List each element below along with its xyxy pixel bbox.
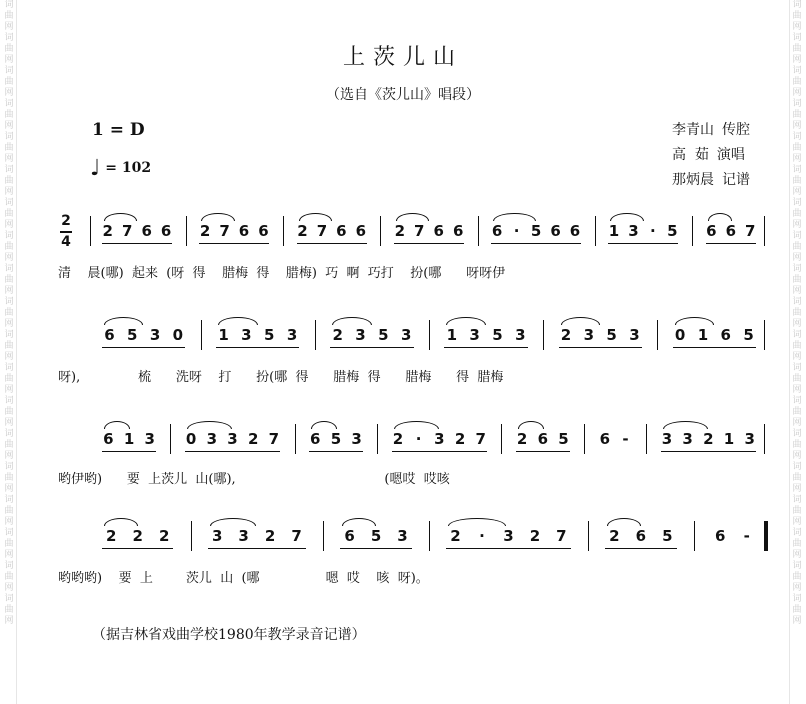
slur-mark xyxy=(446,317,485,325)
credit-role: 传腔 xyxy=(722,122,750,138)
beam-underline xyxy=(661,451,756,452)
slur-mark xyxy=(201,213,234,221)
note: 2 xyxy=(106,527,117,545)
note: 3 xyxy=(286,326,298,344)
bar-line xyxy=(764,216,765,246)
beam-underline xyxy=(706,243,756,244)
note: 6 xyxy=(310,430,321,448)
lyrics-line: 哟伊哟) 要 上茨儿 山(哪), (嗯哎 哎咳 xyxy=(58,472,450,487)
time-signature-bar xyxy=(60,231,72,233)
slur-mark xyxy=(187,421,232,429)
beam-underline xyxy=(185,451,280,452)
note: 6 xyxy=(599,430,611,448)
beam-underline xyxy=(446,548,570,549)
credit-name: 李青山 xyxy=(672,122,714,138)
slur-mark xyxy=(311,421,337,429)
note: 3 xyxy=(400,326,412,344)
watermark-right: 词曲网词曲网词曲网词曲网词曲网词曲网词曲网词曲网词曲网词曲网词曲网词曲网词曲网词曲网词曲网词曲网词曲网词曲网词曲网 xyxy=(789,0,804,704)
note: 6 xyxy=(706,222,717,240)
note: 2 xyxy=(264,527,276,545)
beam-underline xyxy=(330,347,413,348)
note: 1 xyxy=(608,222,620,240)
credit-line xyxy=(672,118,750,143)
beam-underline xyxy=(102,347,185,348)
key-signature: 1 = D xyxy=(92,120,145,140)
note: 2 xyxy=(529,527,541,545)
note: 3 xyxy=(434,430,445,448)
note: 3 xyxy=(682,430,693,448)
note: 7 xyxy=(121,222,133,240)
tempo-marking xyxy=(90,155,151,181)
note: 6 xyxy=(355,222,367,240)
note: 3 xyxy=(515,326,526,344)
note: 6 xyxy=(452,222,464,240)
note: 5 xyxy=(492,326,503,344)
bar-line xyxy=(764,320,765,350)
note: 6 xyxy=(433,222,444,240)
note: 6 xyxy=(720,326,731,344)
note: 6 xyxy=(491,222,503,240)
note: 2 xyxy=(297,222,308,240)
dotted-rhythm: · xyxy=(650,222,656,240)
bar-line xyxy=(90,216,91,246)
note: 6 xyxy=(141,222,152,240)
beam-underline xyxy=(216,347,299,348)
bar-line xyxy=(657,320,658,350)
slur-mark xyxy=(448,518,506,526)
note: 5 xyxy=(667,222,678,240)
note: 7 xyxy=(745,222,756,240)
source-note: （据吉林省戏曲学校1980年教学录音记谱） xyxy=(92,627,366,643)
beam-underline xyxy=(297,243,367,244)
note: 2 xyxy=(560,326,572,344)
beam-underline xyxy=(102,243,172,244)
credit-name: 那炳晨 xyxy=(672,172,714,188)
note: 1 xyxy=(446,326,458,344)
watermark-left: 词曲网词曲网词曲网词曲网词曲网词曲网词曲网词曲网词曲网词曲网词曲网词曲网词曲网词曲网词曲网词曲网词曲网词曲网词曲网 xyxy=(2,0,17,704)
dotted-rhythm: · xyxy=(513,222,520,240)
note: 2 xyxy=(332,326,343,344)
note: 6 xyxy=(569,222,581,240)
note: 7 xyxy=(291,527,302,545)
bar-line xyxy=(315,320,316,350)
bar-line xyxy=(186,216,187,246)
dotted-rhythm: · xyxy=(415,430,422,448)
slur-mark xyxy=(342,518,376,526)
note: 6 xyxy=(537,430,548,448)
bar-line xyxy=(595,216,596,246)
note: 7 xyxy=(556,527,567,545)
note: 6 xyxy=(104,326,115,344)
note: 2 xyxy=(454,430,466,448)
note: 1 xyxy=(723,430,735,448)
note: 1 xyxy=(697,326,709,344)
note: 3 xyxy=(227,430,238,448)
note: 5 xyxy=(378,326,389,344)
slur-mark xyxy=(607,518,641,526)
credits xyxy=(672,118,750,193)
note: 2 xyxy=(247,430,259,448)
note: 3 xyxy=(351,430,362,448)
note: 2 xyxy=(394,222,405,240)
note: 6 xyxy=(258,222,269,240)
slur-mark xyxy=(561,317,600,325)
bar-line xyxy=(201,320,202,350)
slur-mark xyxy=(332,317,371,325)
bar-line xyxy=(283,216,284,246)
note: 3 xyxy=(238,527,249,545)
note: 3 xyxy=(355,326,366,344)
bar-line xyxy=(692,216,693,246)
note: 3 xyxy=(628,222,639,240)
bar-line xyxy=(429,320,430,350)
slur-mark xyxy=(518,421,544,429)
slur-mark xyxy=(663,421,708,429)
final-bar-line xyxy=(764,521,768,551)
note: 3 xyxy=(661,430,673,448)
note: 2 xyxy=(703,430,714,448)
note: 5 xyxy=(530,222,542,240)
beam-underline xyxy=(394,243,464,244)
credit-line xyxy=(672,168,750,193)
bar-line xyxy=(584,424,585,454)
slur-mark xyxy=(708,213,733,221)
note: 3 xyxy=(629,326,640,344)
note: 7 xyxy=(316,222,328,240)
beam-underline xyxy=(102,548,173,549)
note: 5 xyxy=(127,326,138,344)
note: 5 xyxy=(662,527,673,545)
note: 6 xyxy=(635,527,647,545)
quarter-note-icon: ♩ xyxy=(90,155,101,181)
note: 2 xyxy=(199,222,211,240)
bar-line xyxy=(694,521,695,551)
beam-underline xyxy=(559,347,642,348)
note: 1 xyxy=(218,326,229,344)
bar-line xyxy=(501,424,502,454)
beam-underline xyxy=(444,347,527,348)
bar-line xyxy=(764,424,765,454)
credit-role: 演唱 xyxy=(716,147,745,163)
note: 2 xyxy=(132,527,143,545)
note: 7 xyxy=(268,430,280,448)
beam-underline xyxy=(392,451,487,452)
note: 1 xyxy=(123,430,135,448)
note: 5 xyxy=(558,430,569,448)
note: 7 xyxy=(475,430,486,448)
dotted-rhythm: · xyxy=(479,527,485,545)
beam-underline xyxy=(608,243,678,244)
beam-underline xyxy=(102,451,156,452)
beam-underline xyxy=(208,548,306,549)
credit-role: 记谱 xyxy=(722,172,750,188)
credit-name: 高 茹 xyxy=(672,147,709,163)
slur-mark xyxy=(104,421,130,429)
hold-dash: - xyxy=(743,527,750,545)
bar-line xyxy=(478,216,479,246)
bar-line xyxy=(646,424,647,454)
note: 3 xyxy=(469,326,480,344)
note: 6 xyxy=(103,430,114,448)
note: 5 xyxy=(743,326,754,344)
tempo-value: = 102 xyxy=(105,160,152,176)
slur-mark xyxy=(299,213,332,221)
beam-underline xyxy=(309,451,363,452)
note: 2 xyxy=(158,527,170,545)
note: 6 xyxy=(725,222,736,240)
note: 5 xyxy=(263,326,275,344)
lyrics-line: 呀), 梳 洗呀 打 扮(哪 得 腊梅 得 腊梅 得 腊梅 xyxy=(58,370,504,385)
slur-mark xyxy=(210,518,256,526)
bar-line xyxy=(429,521,430,551)
slur-mark xyxy=(104,317,143,325)
note: 5 xyxy=(606,326,617,344)
beam-underline xyxy=(340,548,411,549)
note: 3 xyxy=(149,326,161,344)
note: 3 xyxy=(211,527,223,545)
note: 5 xyxy=(330,430,342,448)
lyrics-line: 哟哟哟) 要 上 茨儿 山 (哪 嗯 哎 咳 呀)。 xyxy=(58,571,429,586)
note: 7 xyxy=(414,222,425,240)
note: 0 xyxy=(185,430,197,448)
note: 0 xyxy=(172,326,184,344)
note: 3 xyxy=(397,527,408,545)
note: 3 xyxy=(144,430,155,448)
slur-mark xyxy=(493,213,535,221)
bar-line xyxy=(323,521,324,551)
note: 6 xyxy=(344,527,355,545)
note: 2 xyxy=(102,222,113,240)
time-signature-bottom: 4 xyxy=(61,234,71,250)
lyrics-line: 清 晨(哪) 起来 (呀 得 腊梅 得 腊梅) 巧 啊 巧打 扮(哪 呀呀伊 xyxy=(58,266,506,281)
note: 3 xyxy=(744,430,755,448)
slur-mark xyxy=(104,213,137,221)
bar-line xyxy=(380,216,381,246)
bar-line xyxy=(295,424,296,454)
time-signature-top: 2 xyxy=(61,213,71,229)
note: 6 xyxy=(550,222,561,240)
bar-line xyxy=(588,521,589,551)
slur-mark xyxy=(218,317,257,325)
note: 0 xyxy=(674,326,686,344)
note: 2 xyxy=(609,527,620,545)
beam-underline xyxy=(673,347,756,348)
time-signature xyxy=(60,213,72,251)
beam-underline xyxy=(516,451,570,452)
slur-mark xyxy=(675,317,714,325)
hold-dash: - xyxy=(622,430,629,448)
slur-mark xyxy=(396,213,429,221)
note: 3 xyxy=(503,527,514,545)
beam-underline xyxy=(491,243,580,244)
slur-mark xyxy=(394,421,439,429)
song-title: 上茨儿山 xyxy=(342,45,463,70)
note: 3 xyxy=(583,326,594,344)
beam-underline xyxy=(199,243,269,244)
beam-underline xyxy=(605,548,676,549)
bar-line xyxy=(377,424,378,454)
credit-line xyxy=(672,143,750,168)
note: 2 xyxy=(516,430,528,448)
note: 2 xyxy=(450,527,461,545)
note: 6 xyxy=(160,222,172,240)
song-subtitle: （选自《茨儿山》唱段） xyxy=(326,87,480,103)
note: 3 xyxy=(206,430,217,448)
slur-mark xyxy=(104,518,138,526)
note: 3 xyxy=(241,326,252,344)
note: 6 xyxy=(715,527,726,545)
bar-line xyxy=(543,320,544,350)
note: 6 xyxy=(238,222,250,240)
note: 7 xyxy=(219,222,230,240)
bar-line xyxy=(170,424,171,454)
note: 2 xyxy=(392,430,404,448)
bar-line xyxy=(191,521,192,551)
slur-mark xyxy=(610,213,643,221)
note: 5 xyxy=(370,527,382,545)
note: 6 xyxy=(336,222,347,240)
